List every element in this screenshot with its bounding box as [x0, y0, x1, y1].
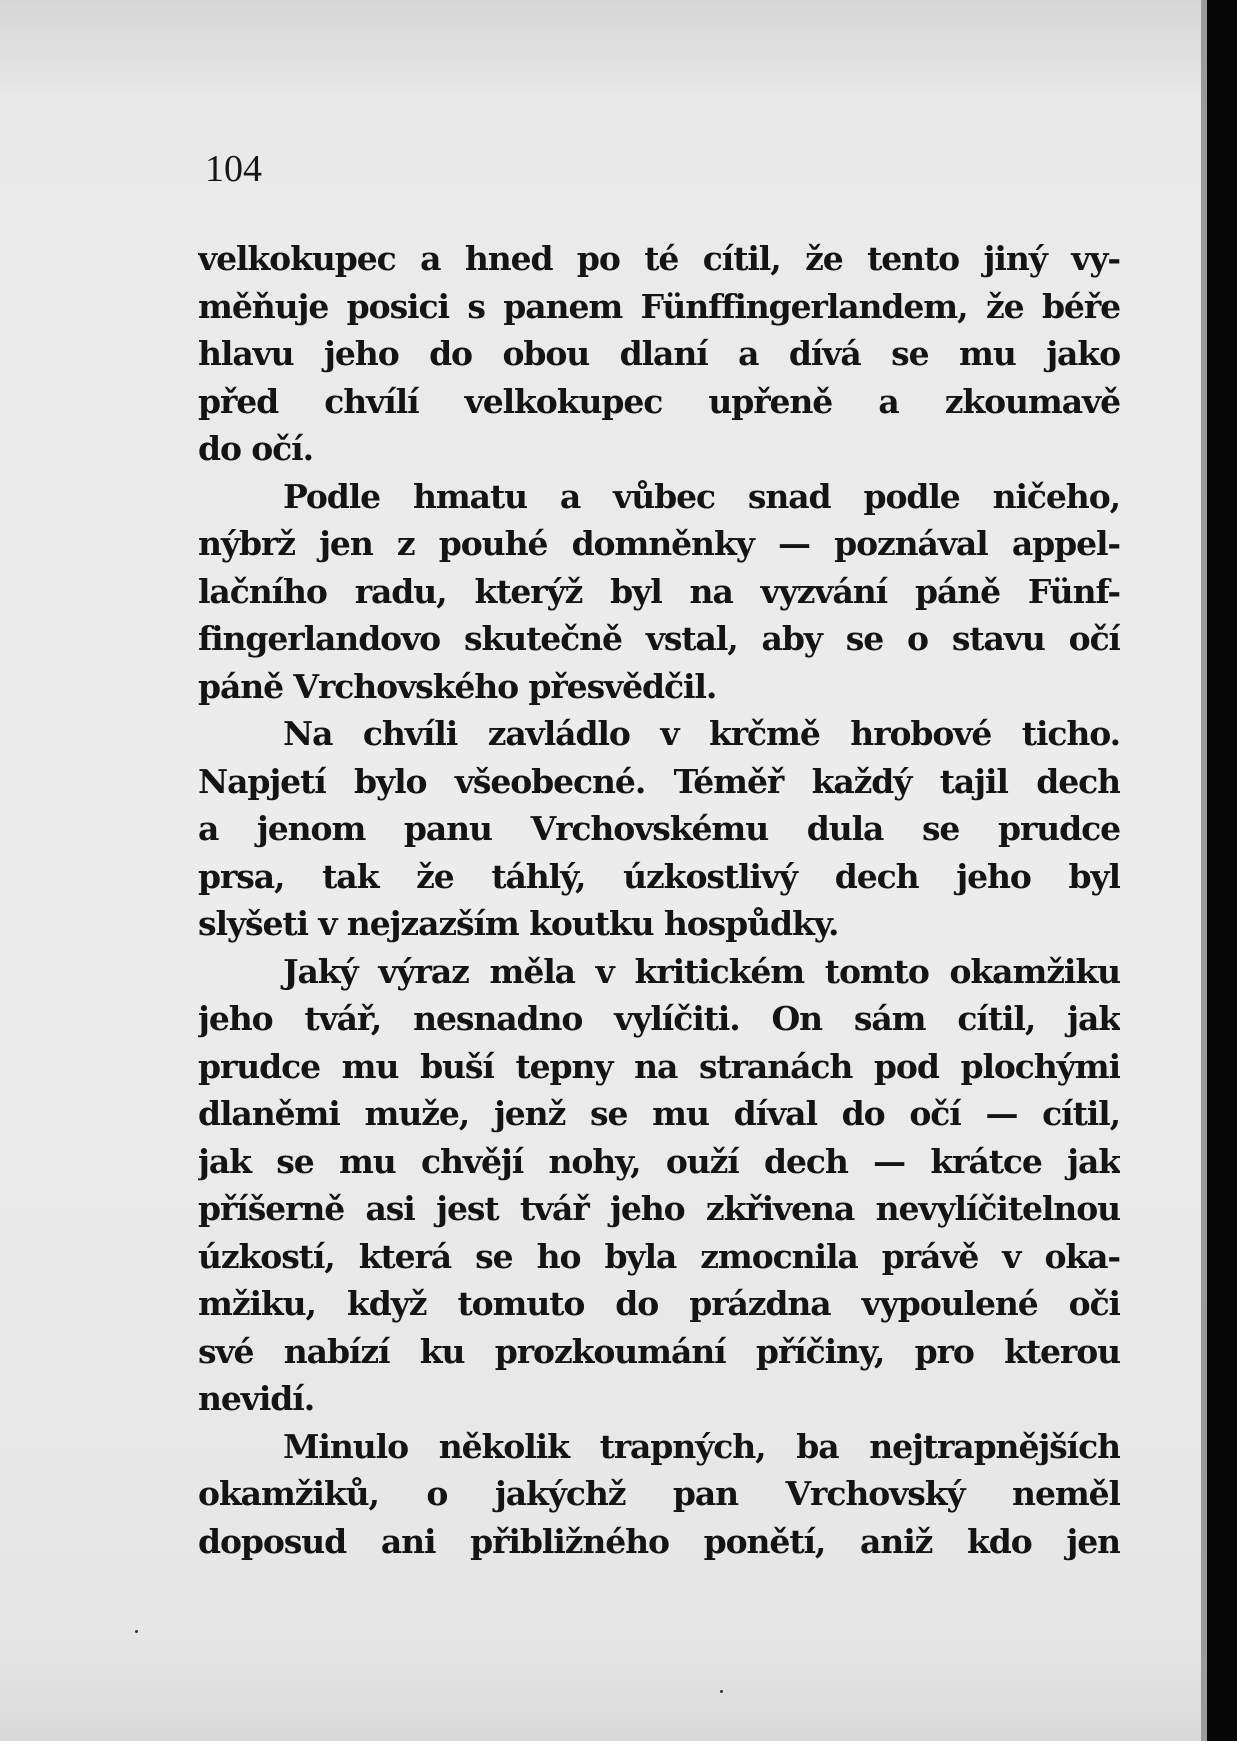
text-line: mžiku, když tomuto do prázdna vypoulené oči	[198, 1284, 1120, 1323]
text-line: Minulo několik trapných, ba nejtrapnějších	[283, 1426, 1120, 1466]
text-line: velkokupec a hned po té cítil, že tento jiný vy-	[198, 239, 1120, 278]
text-line: nýbrž jen z pouhé domněnky — poznával appel-	[198, 524, 1120, 563]
body-text	[198, 235, 1120, 1565]
text-line: páně Vrchovského přesvědčil.	[198, 666, 717, 706]
text-line: nevidí.	[198, 1379, 315, 1418]
text-line: své nabízí ku prozkoumání příčiny, pro kterou	[198, 1331, 1120, 1371]
text-line: do očí.	[198, 429, 314, 468]
text-line: okamžiků, o jakýchž pan Vrchovský neměl	[198, 1474, 1120, 1513]
text-line: Jaký výraz měla v kritickém tomto okamžiku	[283, 951, 1120, 991]
text-line: Na chvíli zavládlo v krčmě hrobové ticho.	[283, 714, 1120, 753]
scan-border	[1207, 0, 1237, 1741]
text-line: prudce mu buší tepny na stranách pod plochými	[198, 1046, 1120, 1086]
text-line: a jenom panu Vrchovskému dula se prudce	[198, 809, 1120, 848]
text-line: jeho tvář, nesnadno vylíčiti. On sám cítil, jak	[198, 999, 1120, 1038]
text-line: fingerlandovo skutečně vstal, aby se o stavu očí	[198, 619, 1120, 658]
text-line: Napjetí bylo všeobecné. Téměř každý tajil dech	[198, 761, 1120, 801]
text-line: úzkostí, která se ho byla zmocnila právě v oka-	[198, 1236, 1120, 1276]
paper-speck	[720, 1690, 723, 1693]
text-line: příšerně asi jest tvář jeho zkřivena nevylíčitelnou	[198, 1189, 1120, 1228]
text-line: hlavu jeho do obou dlaní a dívá se mu jako	[198, 334, 1120, 373]
text-line: slyšeti v nejzazším koutku hospůdky.	[198, 904, 839, 943]
paper-speck	[135, 1630, 138, 1633]
text-line: Podle hmatu a vůbec snad podle ničeho,	[283, 476, 1120, 516]
text-line: měňuje posici s panem Fünffingerlandem, že béře	[198, 286, 1120, 326]
text-line: lačního radu, kterýž byl na vyzvání páně Fünf-	[198, 571, 1120, 611]
text-line: prsa, tak že táhlý, úzkostlivý dech jeho byl	[198, 856, 1120, 896]
page-number: 104	[205, 148, 262, 190]
text-line: před chvílí velkokupec upřeně a zkoumavě	[198, 381, 1120, 421]
text-line: jak se mu chvějí nohy, ouží dech — krátce jak	[198, 1141, 1120, 1181]
text-line: doposud ani přibližného ponětí, aniž kdo jen	[198, 1521, 1120, 1561]
text-line: dlaněmi muže, jenž se mu díval do očí — cítil,	[198, 1094, 1120, 1133]
